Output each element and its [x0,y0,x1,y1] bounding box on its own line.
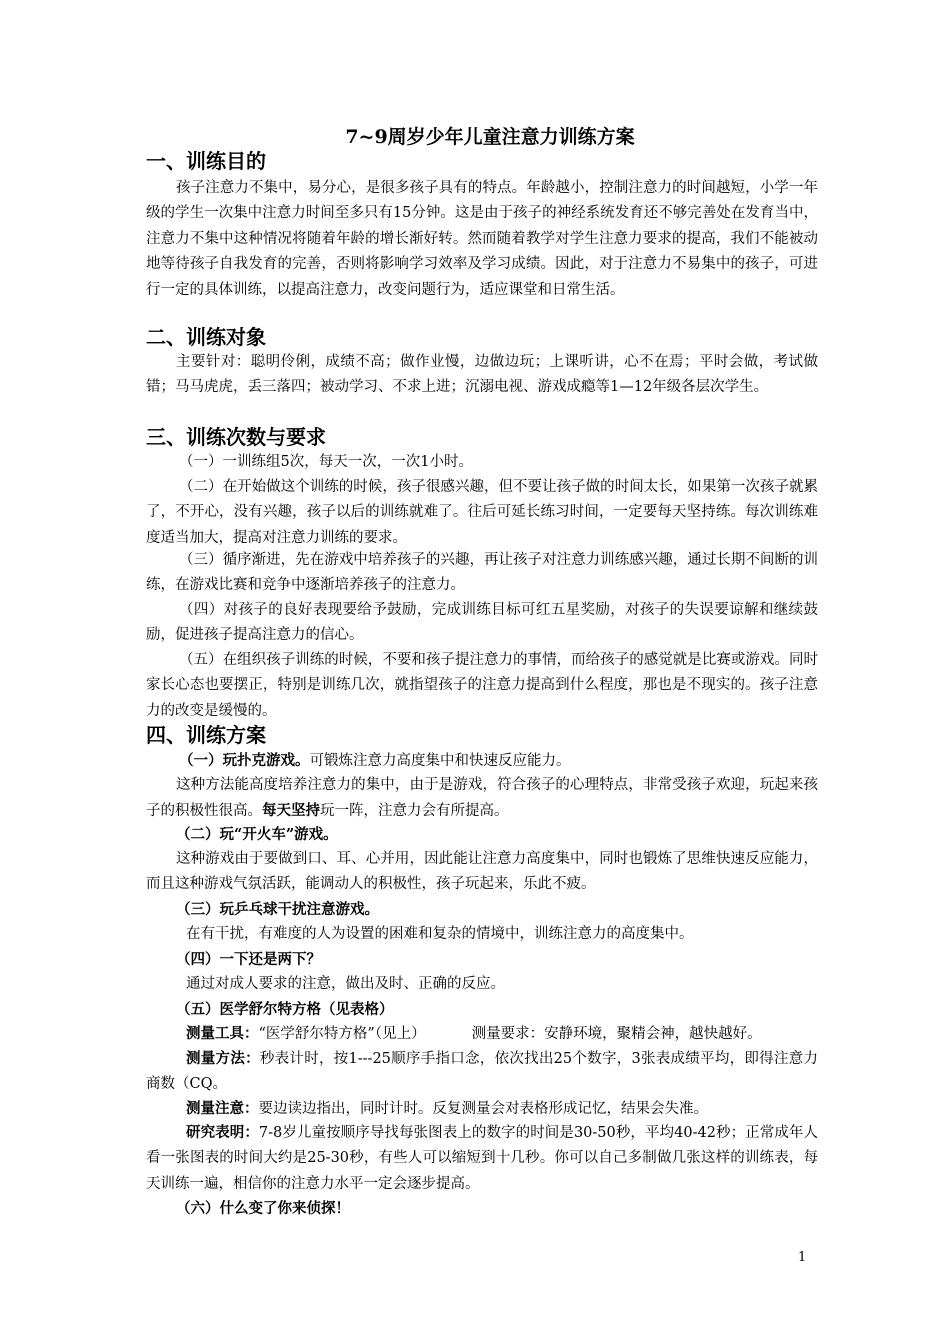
plan-2-heading [146,822,818,848]
plan-1-paragraph [146,773,818,825]
page-number: 1 [798,1250,807,1265]
plan-4-heading [146,947,818,973]
section-3-item-4: （四）对孩子的良好表现要给予鼓励，完成训练目标可红五星奖励，对孩子的失误要谅解和继续鼓励，促进孩子提高注意力的信心。 [146,602,818,644]
research-text: 7-8岁儿童按顺序导找每张图表上的数字的时间是30-50秒，平均40-42秒；正常成年人看一张图表的时间大约是25-30秒，有些人可以缩短到十几秒。你可以自己多制做几张这样的训练表，每天训练一遍，相信你的注意力水平一定会逐步提高。 [146,1125,819,1192]
section-heading-1: 一、训练目的 [146,149,266,173]
plan-1-text-a: 这种方法能高度培养注意力的集中，由于是游戏，符合孩子的心理特点，非常受孩子欢迎，玩起来孩子的积极性很高。 [146,777,818,820]
tool-text: “医学舒尔特方格”（见上） [258,1026,426,1042]
section-1-paragraph: 孩子注意力不集中，易分心，是很多孩子具有的特点。年龄越小，控制注意力的时间越短，小学一年级的学生一次集中注意力时间至多只有15分钟。这是由于孩子的神经系统发育还不够完善处在发育当中，注意力不集中这种情况将随着年龄的增长渐好转。然而随着教学对学生注意力要求的提高，我们不能被动地等待孩子自我发育的完善，否则将影响学习效率及学习成绩。因此，对于注意力不易集中的孩子，可进行一定的具体训练，以提高注意力，改变问题行为，适应课堂和日常生活。 [146,180,818,298]
section-3-item-2: （二）在开始做这个训练的时候，孩子很感兴趣，但不要让孩子做的时间太长，如果第一次孩子就累了，不开心，没有兴趣，孩子以后的训练就难了。往后可延长练习时间，一定要每天坚持练。每次训练难度适当加大，提高对注意力训练的要求。 [146,479,818,546]
section-heading-4: 四、训练方案 [146,723,266,747]
method-label: 测量方法： [186,1050,260,1067]
note-label: 测量注意： [186,1100,259,1117]
plan-5-title: （五）医学舒尔特方格（见表格） [176,1001,394,1018]
plan-5-research [146,1120,818,1197]
plan-1-text-b: 玩一阵，注意力会有所提高。 [320,803,509,820]
plan-5-heading [146,997,818,1023]
plan-5-tool-line [146,1021,818,1047]
section-3-item-5: （五）在组织孩子训练的时候，不要和孩子提注意力的事情，而给孩子的感觉就是比赛或游戏。同时家长心态也要摆正，特别是训练几次，就指望孩子的注意力提高到什么程度，那也是不现实的。孩子注意力的改变是缓慢的。 [146,652,818,719]
research-label: 研究表明： [186,1124,259,1141]
section-3-item-1: （一）一训练组5次，每天一次，一次1小时。 [179,454,473,470]
plan-2-title: （二）玩“开火车”游戏。 [176,826,338,843]
plan-6-heading [146,1196,818,1222]
plan-5-note [146,1096,818,1122]
document-title: 7~9周岁少年儿童注意力训练方案 [345,126,635,148]
section-3-item-3: （三）循序渐进，先在游戏中培养孩子的兴趣，再让孩子对注意力训练感兴趣，通过长期不间断的训练，在游戏比赛和竞争中逐渐培养孩子的注意力。 [146,552,818,594]
plan-4-title: （四）一下还是两下？ [176,951,321,968]
section-2-paragraph: 主要针对：聪明伶俐，成绩不高；做作业慢，边做边玩；上课听讲，心不在焉；平时会做，考试做错；马马虎虎，丢三落四；被动学习、不求上进；沉溺电视、游戏成瘾等1—12年级各层次学生。 [146,354,818,396]
plan-2-paragraph: 这种游戏由于要做到口、耳、心并用，因此能让注意力高度集中，同时也锻炼了思维快速反应能力，而且这种游戏气氛活跃，能调动人的积极性，孩子玩起来，乐此不疲。 [146,851,818,893]
plan-1-heading [146,748,818,774]
plan-1-emphasis: 每天坚持 [262,802,320,820]
plan-4-paragraph: 通过对成人要求的注意，做出及时、正确的反应。 [186,976,505,992]
plan-1-title: （一）玩扑克游戏。 [179,752,310,769]
section-heading-2: 二、训练对象 [146,325,266,349]
method-text: 秒表计时，按1---25顺序手指口念，依次找出25个数字，3张表成绩平均，即得注意力商数（CQ。 [146,1051,818,1093]
plan-3-heading [146,897,818,923]
section-heading-3: 三、训练次数与要求 [146,425,326,449]
plan-3-title: （三）玩乒乓球干扰注意游戏。 [176,901,379,918]
note-text: 要边读边指出，同时计时。反复测量会对表格形成记忆，结果会失准。 [258,1101,708,1117]
plan-1-summary: 可锻炼注意力高度集中和快速反应能力。 [309,753,571,769]
plan-6-title: （六）什么变了你来侦探！ [176,1200,350,1217]
plan-5-method [146,1046,818,1098]
plan-3-paragraph: 在有干扰，有难度的人为设置的困难和复杂的情境中，训练注意力的高度集中。 [186,926,694,942]
tool-label: 测量工具： [186,1025,259,1042]
requirement-text: 测量要求：安静环境，聚精会神，越快越好。 [471,1026,762,1042]
